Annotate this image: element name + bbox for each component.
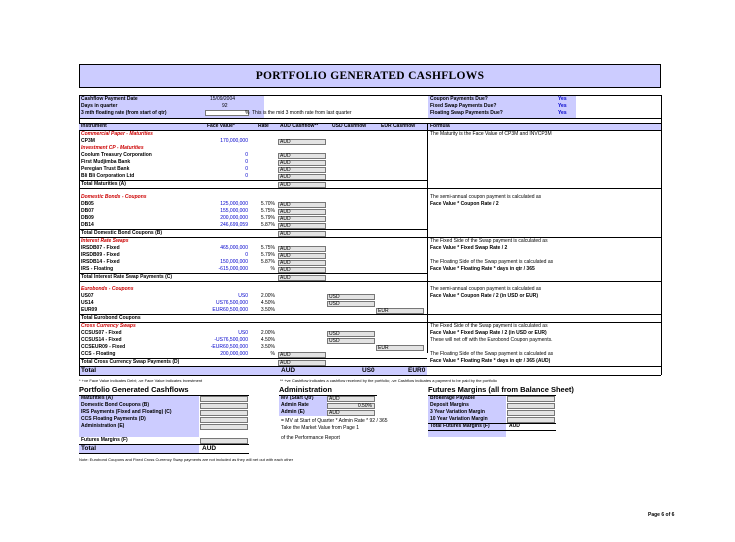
irs-formula-3: The Floating Side of the Swap payment is calculated as [430, 259, 554, 265]
cp-face-value: 170,000,000 [220, 138, 248, 144]
dom-formula-2: Face Value * Coupon Rate / 2 [430, 201, 499, 207]
total-dom-label: Total Domestic Bond Coupons (B) [81, 230, 163, 236]
total-dom-cell: AUD [278, 231, 326, 237]
ccs-fv-0: US0 [238, 330, 248, 336]
pgc-value-1 [200, 403, 248, 409]
futures-value-1 [507, 403, 555, 409]
irs-fv-3: -615,000,000 [218, 266, 248, 272]
page-number: Page 6 of 6 [648, 512, 675, 518]
col-instrument: Instrument [81, 123, 107, 129]
pgc-value-4 [200, 424, 248, 430]
futures-title: Futures Margins (all from Balance Sheet) [428, 385, 574, 394]
futures-row-0: Brokerage Payable [430, 395, 476, 401]
dom-fv-3: 246,699,059 [220, 222, 248, 228]
irs-aud-2: AUD [278, 260, 326, 266]
admin-title: Administration [279, 385, 332, 394]
euro-usd-0: USD [327, 294, 375, 300]
pgc-row-5: Futures Margins (F) [81, 437, 128, 443]
admin-note-2: Take the Market Value from Page 1 [281, 425, 360, 431]
futures-value-2 [507, 410, 555, 416]
euro-title: Eurobonds - Coupons [81, 286, 134, 292]
total-irs-cell: AUD [278, 275, 326, 281]
euro-rate-1: 4.50% [260, 300, 275, 306]
futures-row-2: 3 Year Variation Margin [430, 409, 485, 415]
futures-total-label: Total Futures Margins (F) [430, 423, 490, 429]
ccs-formula-2: Face Value * Fixed Swap Rate / 2 (in USD or EUR) [430, 330, 547, 336]
coupon-due-value: Yes [558, 96, 567, 102]
cp-formula: The Maturity is the Face Value of CP3M and INVCP3M [430, 131, 552, 137]
euro-fv-2: EUR60,500,000 [212, 307, 248, 313]
dom-name-1: DB07 [81, 208, 94, 214]
ccs-name-1: CCSUS14 - Fixed [81, 337, 122, 343]
dom-fv-2: 200,000,000 [220, 215, 248, 221]
inv-title: Investment CP - Maturities [81, 145, 144, 151]
days-value: 92 [222, 103, 228, 109]
dom-aud-1: AUD [278, 209, 326, 215]
futures-row-3: 10 Year Variation Margin [430, 416, 488, 422]
dom-name-2: DB09 [81, 215, 94, 221]
irs-formula-2: Face Value * Fixed Swap Rate / 2 [430, 245, 508, 251]
pgc-row-3: CCS Floating Payments (D) [81, 416, 146, 422]
rate-input[interactable] [205, 110, 249, 116]
inv-name-1: First Mudjimba Bank [81, 159, 131, 165]
irs-rate-0: 5.75% [260, 245, 275, 251]
rate-note: This is the mid 3 month rate from last quarter [252, 110, 352, 116]
ccs-fv-3: 200,000,000 [220, 351, 248, 357]
euro-formula-2: Face Value * Coupon Rate / 2 (in USD or EUR) [430, 293, 539, 299]
euro-name-0: US07 [81, 293, 94, 299]
pgc-value-0 [200, 396, 248, 402]
ccs-eur-2: EUR [376, 345, 424, 351]
ccs-formula-4: The Floating Side of the Swap payment is calculated as [430, 351, 554, 357]
irs-name-2: IRSDB14 - Fixed [81, 259, 120, 265]
euro-rate-2: 3.50% [260, 307, 275, 313]
ccs-rate-0: 2.00% [260, 330, 275, 336]
admin-rate-value: 0.50% [327, 403, 375, 409]
ccs-fv-1: -US76,500,000 [214, 337, 248, 343]
euro-name-1: US14 [81, 300, 94, 306]
inv-aud-1: AUD [278, 160, 326, 166]
ccs-usd-0: USD [327, 331, 375, 337]
inv-fv-2: 0 [245, 166, 248, 172]
dom-fv-1: 155,000,000 [220, 208, 248, 214]
col-rate: Rate [258, 123, 269, 129]
inv-name-3: Bli Bli Corporation Ltd [81, 173, 135, 179]
futures-total-value: AUD [509, 423, 520, 429]
fixed-due-label: Fixed Swap Payments Due? [430, 103, 497, 109]
col-aud: AUD Cashflow** [280, 123, 319, 129]
irs-fv-0: 465,000,000 [220, 245, 248, 251]
dom-name-3: DB14 [81, 222, 94, 228]
irs-title: Interest Rate Swaps [81, 238, 129, 244]
total-maturities-cell: AUD [278, 182, 326, 188]
col-eur: EUR Cashflow [381, 123, 416, 129]
euro-name-2: EUR09 [81, 307, 98, 313]
pgc-total-value: AUD [202, 445, 217, 452]
total-euro-label: Total Eurobond Coupons [81, 315, 141, 321]
grand-total-aud: AUD [281, 367, 296, 374]
dom-rate-0: 5.70% [260, 201, 275, 207]
irs-formula-4: Face Value * Floating Rate * days in qtr / 365 [430, 266, 535, 272]
col-usd: USD Cashflow [332, 123, 367, 129]
rate-unit: % [245, 110, 250, 116]
irs-formula-1: The Fixed Side of the Swap payment is calculated as [430, 238, 548, 244]
irs-rate-3: % [270, 266, 275, 272]
grand-total-usd: US0 [362, 367, 375, 374]
irs-aud-3: AUD [278, 267, 326, 273]
euro-eur-2: EUR [376, 308, 424, 314]
dom-formula-1: The semi-annual coupon payment is calculated as [430, 194, 542, 200]
ccs-title: Cross Currency Swaps [81, 323, 136, 329]
admin-note-3: of the Performance Report [281, 435, 340, 441]
pgc-row-2: IRS Payments (Fixed and Floating) (C) [81, 409, 172, 415]
ccs-formula-5: Face Value * Floating Rate * days in qtr / 365 (AUD) [430, 358, 551, 364]
note-cashflow: ** +ve Cashflow indicates a cashflow received by the portfolio; -ve Cashflow indicates a payment to be paid by the portfolio [280, 378, 497, 383]
inv-fv-1: 0 [245, 159, 248, 165]
ccs-name-0: CCSUS07 - Fixed [81, 330, 122, 336]
dom-aud-0: AUD [278, 202, 326, 208]
total-ccs-cell: AUD [278, 360, 326, 366]
col-formula: Formula [430, 123, 450, 129]
ccs-formula-3: These will net off with the Eurobond Coupon payments. [430, 337, 553, 343]
ccs-name-3: CCS - Floating [81, 351, 116, 357]
rate-label: 3 mth floating rate (from start of qtr) [81, 110, 167, 116]
dom-rate-3: 5.87% [260, 222, 275, 228]
bottom-note: Note: Eurobond Coupons and Fixed Cross Currency Swap payments are not included as they will net out with each other [79, 457, 294, 462]
admin-e-value: AUD [327, 410, 375, 416]
dom-rate-2: 5.79% [260, 215, 275, 221]
coupon-due-label: Coupon Payments Due? [430, 96, 488, 102]
note-face-value: * +ve Face Value indicates Debt; -ve Face Value indicates Investment [79, 378, 203, 383]
float-due-value: Yes [558, 110, 567, 116]
page-title: PORTFOLIO GENERATED CASHFLOWS [79, 64, 661, 88]
days-label: Days in quarter [81, 103, 118, 109]
admin-e-label: Admin (E) [281, 409, 305, 415]
inv-fv-0: 0 [245, 152, 248, 158]
ccs-name-2: CCSEUR09 - Fixed [81, 344, 126, 350]
pgc-row-1: Domestic Bond Coupons (B) [81, 402, 150, 408]
dom-rate-1: 5.75% [260, 208, 275, 214]
cp-name: CP3M [81, 138, 95, 144]
inv-aud-3: AUD [278, 174, 326, 180]
irs-rate-2: 5.87% [260, 259, 275, 265]
ccs-rate-3: % [270, 351, 275, 357]
float-due-label: Floating Swap Payments Due? [430, 110, 503, 116]
irs-name-3: IRS - Floating [81, 266, 114, 272]
futures-value-0 [507, 396, 555, 402]
euro-formula-1: The semi-annual coupon payment is calculated as [430, 286, 542, 292]
payment-date-value: 15/09/2004 [210, 96, 236, 102]
euro-usd-1: USD [327, 301, 375, 307]
futures-row-1: Deposit Margins [430, 402, 469, 408]
pgc-row-4: Administration (E) [81, 423, 125, 429]
inv-fv-3: 0 [245, 173, 248, 179]
total-irs-label: Total Interest Rate Swap Payments (C) [81, 274, 173, 280]
ccs-formula-1: The Fixed Side of the Swap payment is calculated as [430, 323, 548, 329]
inv-aud-2: AUD [278, 167, 326, 173]
grand-total-eur: EUR0 [408, 367, 426, 374]
pgc-title: Portfolio Generated Cashflows [79, 385, 189, 394]
grand-total-label: Total [81, 367, 97, 374]
total-maturities-label: Total Maturities (A) [81, 181, 126, 187]
payment-date-label: Cashflow Payment Date [81, 96, 138, 102]
cp-title: Commercial Paper - Maturities [81, 131, 153, 137]
dom-aud-2: AUD [278, 216, 326, 222]
inv-name-0: Coolum Treasury Corporation [81, 152, 152, 158]
ccs-rate-2: 3.50% [260, 344, 275, 350]
irs-name-0: IRSDB07 - Fixed [81, 245, 120, 251]
ccs-rate-1: 4.50% [260, 337, 275, 343]
dom-name-0: DB05 [81, 201, 94, 207]
total-ccs-label: Total Cross Currency Swap Payments (D) [81, 359, 180, 365]
pgc-value-3 [200, 417, 248, 423]
pgc-row-0: Maturities (A) [81, 395, 113, 401]
dom-aud-3: AUD [278, 223, 326, 229]
inv-name-2: Peregian Trust Bank [81, 166, 130, 172]
dom-title: Domestic Bonds - Coupons [81, 194, 147, 200]
ccs-usd-1: USD [327, 338, 375, 344]
admin-rate-label: Admin Rate [281, 402, 309, 408]
euro-fv-0: US0 [238, 293, 248, 299]
cp-aud-cell: AUD [278, 139, 326, 145]
irs-aud-0: AUD [278, 246, 326, 252]
pgc-value-2 [200, 410, 248, 416]
irs-name-1: IRSDB09 - Fixed [81, 252, 120, 258]
euro-fv-1: US76,500,000 [216, 300, 248, 306]
admin-note-1: = MV at Start of Quarter * Admin Rate * 92 / 365 [281, 418, 388, 424]
irs-rate-1: 5.79% [260, 252, 275, 258]
irs-fv-2: 150,000,000 [220, 259, 248, 265]
ccs-fv-2: -EUR60,500,000 [210, 344, 248, 350]
ccs-aud-3: AUD [278, 352, 326, 358]
col-face-value: Face Value* [207, 123, 235, 129]
irs-fv-1: 0 [245, 252, 248, 258]
inv-aud-0: AUD [278, 153, 326, 159]
admin-mv-value: AUD [327, 396, 375, 402]
admin-mv-label: MV (Start Qtr) [281, 395, 314, 401]
dom-fv-0: 125,000,000 [220, 201, 248, 207]
irs-aud-1: AUD [278, 253, 326, 259]
euro-rate-0: 2.00% [260, 293, 275, 299]
pgc-total-label: Total [81, 445, 97, 452]
fixed-due-value: Yes [558, 103, 567, 109]
